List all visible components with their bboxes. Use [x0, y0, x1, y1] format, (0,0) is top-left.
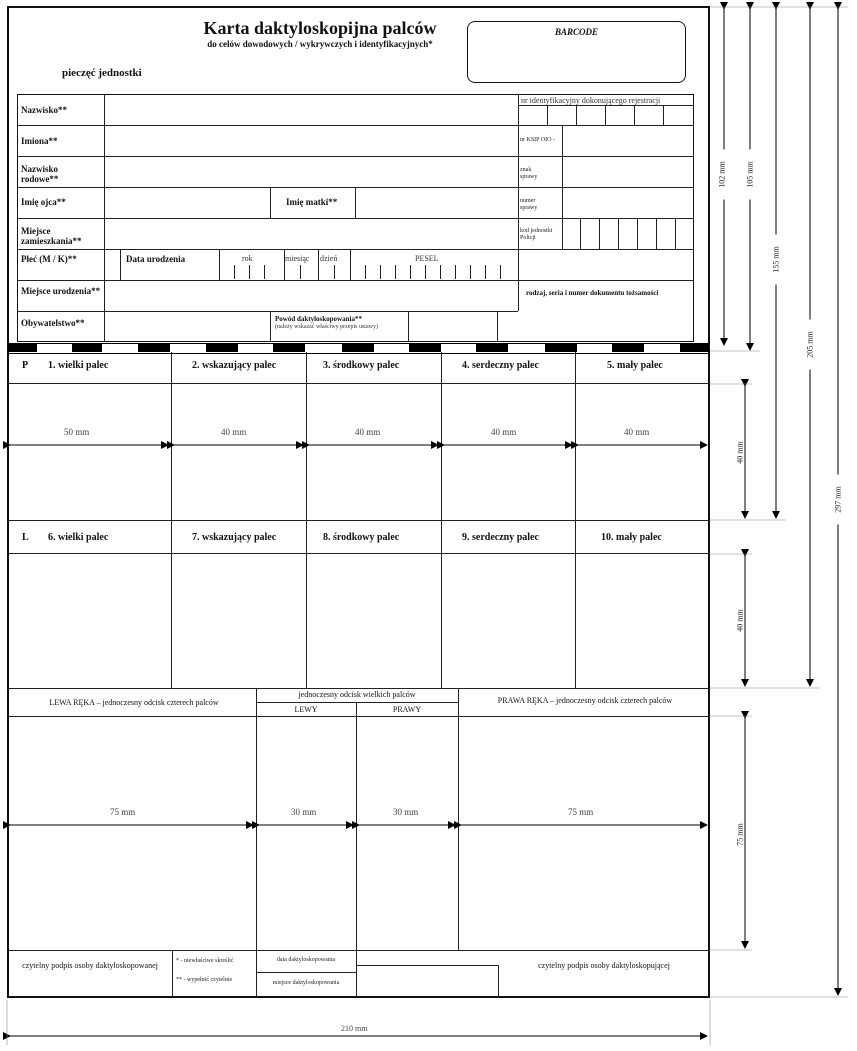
- label-imiona: Imiona**: [21, 136, 58, 146]
- dim-finger-3: 40 mm: [355, 427, 381, 437]
- dim-finger-2: 40 mm: [221, 427, 247, 437]
- card-title: Karta daktyloskopijna palców: [203, 18, 437, 38]
- unit-stamp-label: pieczęć jednostki: [62, 67, 142, 79]
- note-legible: ** - wypełnić czytelnie: [176, 977, 233, 983]
- finger-2-label: 2. wskazujący palec: [192, 360, 277, 371]
- label-miejsce-dakt: miejsce daktyloskopowania: [272, 980, 340, 986]
- finger-8-label: 8. środkowy palec: [323, 532, 400, 543]
- finger-9-label: 9. serdeczny palec: [462, 532, 539, 543]
- label-powod: Powód daktyloskopowania**: [275, 315, 362, 323]
- label-miesiac: miesiąc: [285, 254, 310, 263]
- dim-40mm-b: 40 mm: [736, 596, 745, 646]
- signature-subject-label: czytelny podpis osoby daktyloskopowanej: [22, 961, 158, 970]
- dim-right-thumb: 30 mm: [393, 807, 419, 817]
- label-kod-jednostki: kod jednostki Policji: [520, 228, 553, 241]
- label-pesel: PESEL: [415, 254, 439, 263]
- right-hand-four-label: PRAWA RĘKA – jednoczesny odcisk czterech palców: [497, 696, 673, 705]
- finger-4-label: 4. serdeczny palec: [462, 360, 539, 371]
- label-nr-ident: nr identyfikacyjny dokonującego rejestracji: [521, 96, 661, 105]
- label-imie-ojca: Imię ojca**: [21, 197, 66, 207]
- label-dzien: dzień: [320, 254, 338, 263]
- signature-officer-label: czytelny podpis osoby daktyloskopującej: [538, 961, 670, 970]
- label-numer-sprawy: numer sprawy: [520, 198, 538, 211]
- label-obywatelstwo: Obywatelstwo**: [21, 318, 85, 328]
- card-subtitle: do celów dowodowych / wykrywczych i identyfikacyjnych*: [207, 39, 433, 49]
- dim-75mm: 75 mm: [736, 810, 745, 860]
- finger-1-label: 1. wielki palec: [48, 360, 109, 371]
- label-plec: Płeć (M / K)**: [21, 254, 77, 264]
- dim-155mm: 155 mm: [772, 235, 781, 285]
- thumbs-label: jednoczesny odcisk wielkich palców: [298, 690, 416, 699]
- left-thumb-label: LEWY: [294, 705, 318, 714]
- finger-3-label: 3. środkowy palec: [323, 360, 400, 371]
- right-thumb-label: PRAWY: [392, 705, 422, 714]
- left-hand-four-label: LEWA RĘKA – jednoczesny odcisk czterech palców: [49, 698, 219, 707]
- dim-finger-1: 50 mm: [64, 427, 90, 437]
- finger-6-label: 6. wielki palec: [48, 532, 109, 543]
- label-powod-note: (należy wskazać właściwy przepis ustawy): [275, 324, 378, 330]
- label-nazwisko-rodowe: Nazwisko rodowe**: [21, 164, 59, 184]
- dim-297mm: 297 mm: [834, 475, 843, 525]
- label-data-urodzenia: Data urodzenia: [126, 254, 186, 264]
- dim-40mm-a: 40 mm: [736, 428, 745, 478]
- dim-105mm: 105 mm: [746, 150, 755, 200]
- label-dokument: rodzaj, seria i numer dokumentu tożsamości: [526, 289, 659, 297]
- label-nazwisko: Nazwisko**: [21, 105, 68, 115]
- dim-left-four: 75 mm: [110, 807, 136, 817]
- finger-7-label: 7. wskazujący palec: [192, 532, 277, 543]
- left-hand-marker: L: [22, 532, 29, 543]
- right-hand-marker: P: [22, 360, 29, 371]
- label-rok: rok: [242, 254, 253, 263]
- label-imie-matki: Imię matki**: [286, 197, 338, 207]
- dim-finger-5: 40 mm: [624, 427, 650, 437]
- dim-finger-4: 40 mm: [491, 427, 517, 437]
- dim-205mm: 205 mm: [806, 320, 815, 370]
- label-data-dakt: data daktyloskopowania: [276, 957, 336, 963]
- dim-left-thumb: 30 mm: [291, 807, 317, 817]
- dim-102mm: 102 mm: [718, 150, 727, 200]
- finger-10-label: 10. mały palec: [601, 532, 662, 543]
- label-nr-ksip: nr KSIP OIO -: [520, 137, 555, 143]
- label-miejsce-zamieszkania: Miejsce zamieszkania**: [21, 226, 82, 246]
- barcode-label: BARCODE: [554, 27, 598, 37]
- note-strike: * - niewłaściwe skreślić: [176, 958, 234, 964]
- label-miejsce-urodzenia: Miejsce urodzenia**: [21, 286, 101, 296]
- dim-210mm: 210 mm: [338, 1024, 370, 1033]
- dim-right-four: 75 mm: [568, 807, 594, 817]
- label-znak-sprawy: znak sprawy: [520, 167, 538, 180]
- finger-5-label: 5. mały palec: [607, 360, 663, 371]
